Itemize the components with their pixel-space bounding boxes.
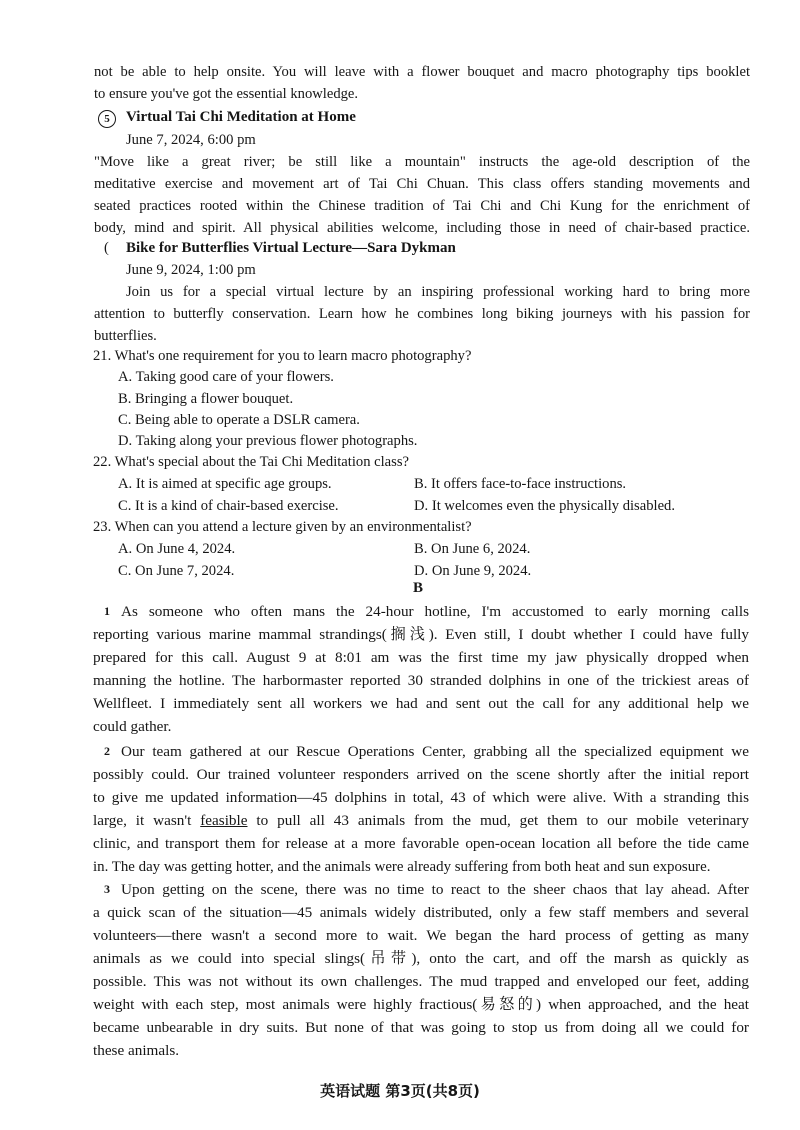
paragraph-line: Our team gathered at our Rescue Operations Center, grabbing all the specialized equipment we <box>121 743 749 760</box>
event-description-line: "Move like a great river; be still like a mountain" instructs the age-old description of the <box>94 154 750 170</box>
event-description-line: seated practices rooted within the Chinese tradition of Tai Chi and Chi Kung for the enrichment of <box>94 198 750 214</box>
paragraph-line: to give me updated information—45 dolphins in total, 43 of which were alive. With a stranding this <box>93 789 749 806</box>
paragraph-line: these animals. <box>93 1042 180 1059</box>
paragraph-line: volunteers—there wasn't a second more to wait. We began the hard process of getting as many <box>93 927 749 944</box>
question-22-stem: 22. What's special about the Tai Chi Meditation class? <box>93 454 409 470</box>
question-23-stem: 23. When can you attend a lecture given by an environmentalist? <box>93 519 472 535</box>
event-number-badge: ( <box>104 240 109 256</box>
paragraph-text: large, it wasn't <box>93 812 201 829</box>
paragraph-line: As someone who often mans the 24-hour hotline, I'm accustomed to early morning calls <box>121 603 749 620</box>
question-22-option-c: C. It is a kind of chair-based exercise. <box>118 498 339 514</box>
paragraph-line: possibly could. Our trained volunteer responders arrived on the scene shortly after the initial report <box>93 766 749 783</box>
paragraph-line: prepared for this call. August 9 at 8:01 am was the first time my jaw physically dropped when <box>93 649 749 666</box>
question-21-option-d: D. Taking along your previous flower photographs. <box>118 433 418 449</box>
paragraph-marker: 3 <box>104 882 110 896</box>
section-heading: B <box>413 580 424 596</box>
question-21-stem: 21. What's one requirement for you to learn macro photography? <box>93 348 472 364</box>
event-description-line: attention to butterfly conservation. Learn how he combines long biking journeys with his passion for <box>94 306 750 322</box>
event-date: June 9, 2024, 1:00 pm <box>126 262 256 278</box>
paragraph-line: reporting various marine mammal strandings(搁浅). Even still, I doubt whether I could have fully <box>93 626 749 643</box>
question-22-option-d: D. It welcomes even the physically disabled. <box>414 498 675 514</box>
paragraph-line: a quick scan of the situation—45 animals widely distributed, only a few staff members and several <box>93 904 749 921</box>
question-23-option-a: A. On June 4, 2024. <box>118 541 236 557</box>
paragraph-line: became unbearable in dry suits. But none of that was going to stop us from doing all we could for <box>93 1019 749 1036</box>
event-description-line: Join us for a special virtual lecture by an inspiring professional working hard to bring more <box>126 284 750 300</box>
question-23-option-c: C. On June 7, 2024. <box>118 563 235 579</box>
paragraph-line: Wellfleet. I immediately sent all workers we had and sent out the call for any additional help we <box>93 695 749 712</box>
question-22-option-b: B. It offers face-to-face instructions. <box>414 476 627 492</box>
question-23-option-b: B. On June 6, 2024. <box>414 541 531 557</box>
continuation-line-2: to ensure you've got the essential knowledge. <box>94 86 359 102</box>
event-description-line: meditative exercise and movement art of Tai Chi Chuan. This class offers standing movements and <box>94 176 750 192</box>
question-21-option-b: B. Bringing a flower bouquet. <box>118 391 294 407</box>
paragraph-line: manning the hotline. The harbormaster reported 30 stranded dolphins in one of the trickiest areas of <box>93 672 749 689</box>
event-title: Bike for Butterflies Virtual Lecture—Sara Dykman <box>126 240 456 256</box>
paragraph-marker: 1 <box>104 604 110 618</box>
event-number-badge: 5 <box>98 110 116 128</box>
paragraph-line: could gather. <box>93 718 172 735</box>
page-footer: 英语试题 第3页(共8页) <box>320 1082 480 1100</box>
question-21-option-a: A. Taking good care of your flowers. <box>118 369 334 385</box>
question-22-option-a: A. It is aimed at specific age groups. <box>118 476 332 492</box>
question-21-option-c: C. Being able to operate a DSLR camera. <box>118 412 360 428</box>
paragraph-line: possible. This was not without its own challenges. The mud trapped and enveloped our feet, adding <box>93 973 749 990</box>
paragraph-line: clinic, and transport them for release at a more favorable open-ocean location all before the tide came <box>93 835 749 852</box>
question-23-option-d: D. On June 9, 2024. <box>414 563 532 579</box>
paragraph-line: in. The day was getting hotter, and the animals were already suffering from both heat and sun exposure. <box>93 859 711 875</box>
event-description-line: body, mind and spirit. All physical abilities welcome, including those in need of chair-based practice. <box>94 220 750 236</box>
event-date: June 7, 2024, 6:00 pm <box>126 132 256 148</box>
event-title: Virtual Tai Chi Meditation at Home <box>126 109 356 125</box>
paragraph-line: Upon getting on the scene, there was no time to react to the sheer chaos that lay ahead. After <box>121 881 749 898</box>
paragraph-line: animals as we could into special slings(吊带), onto the cart, and off the marsh as quickly as <box>93 950 749 967</box>
paragraph-text: to pull all 43 animals from the mud, get them to our mobile veterinary <box>247 812 749 829</box>
event-description-line: butterflies. <box>94 328 157 344</box>
paragraph-line <box>93 810 749 832</box>
paragraph-line: weight with each step, most animals were highly fractious(易怒的) when approached, and the heat <box>93 996 749 1013</box>
continuation-line-1: not be able to help onsite. You will leave with a flower bouquet and macro photography tips booklet <box>94 64 750 80</box>
underlined-word: feasible <box>200 812 248 829</box>
paragraph-marker: 2 <box>104 744 110 758</box>
